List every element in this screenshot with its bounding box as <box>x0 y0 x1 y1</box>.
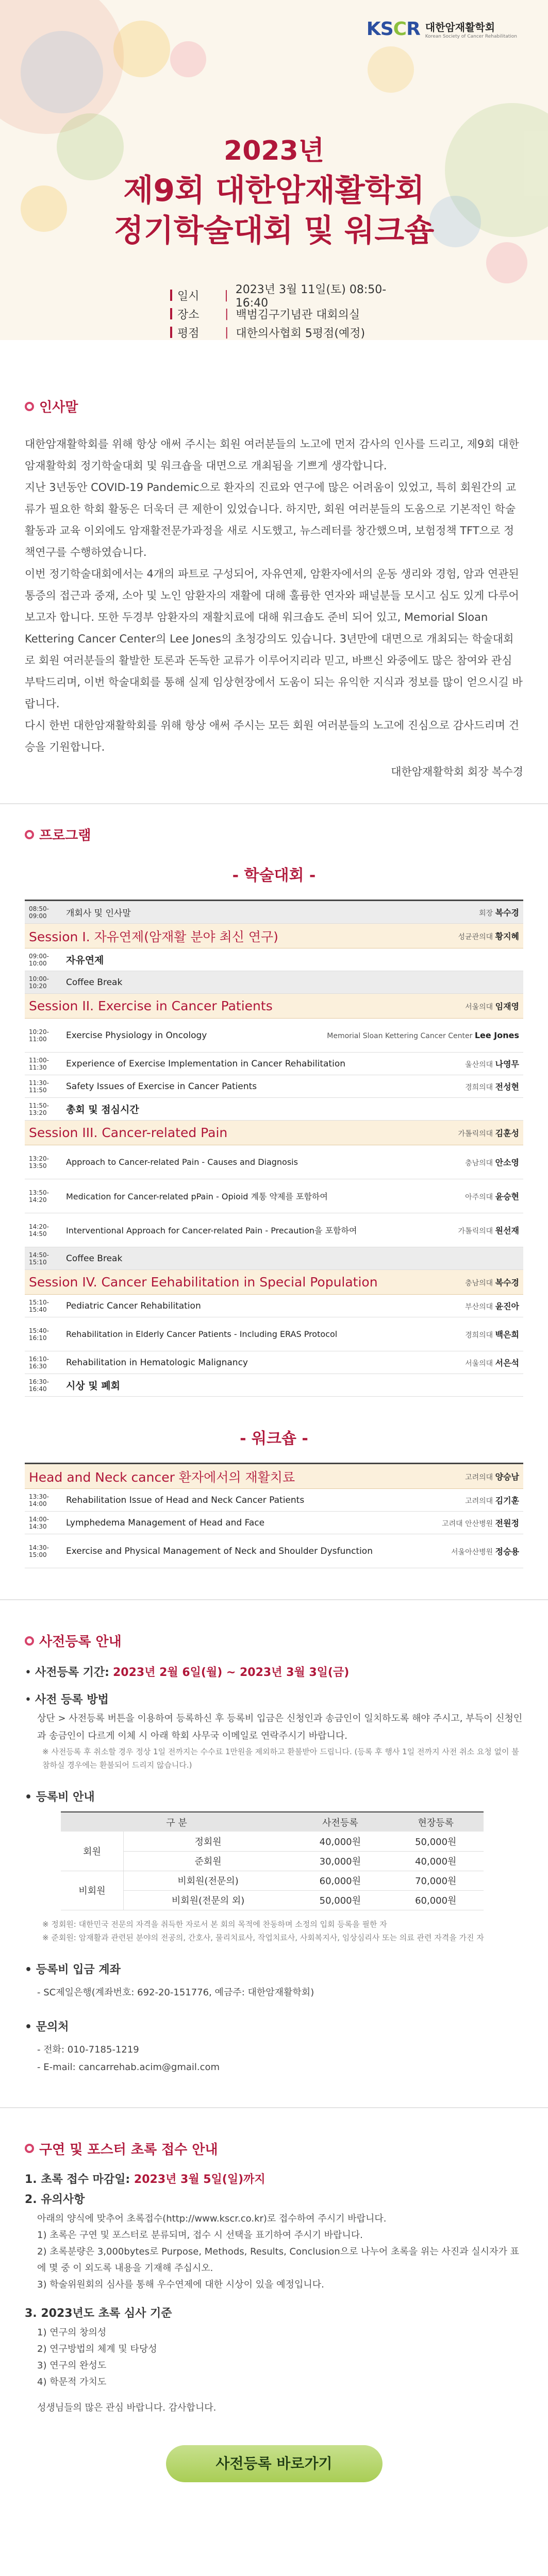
program-row <box>25 1019 523 1053</box>
program-row <box>25 1075 523 1098</box>
abstract-deadline: 1. 초록 접수 마감일: 2023년 3월 5일(일)까지 <box>25 2173 265 2186</box>
fee-row: 비회원(전문의 외) 50,000원 60,000원 <box>61 1890 484 1910</box>
fee-row: 회원 정회원 40,000원 50,000원 <box>61 1832 484 1851</box>
program-row <box>25 1098 523 1121</box>
program-speaker: 성균관의대 황지혜 <box>458 931 519 941</box>
program-row <box>25 1534 523 1568</box>
fee-heading: • 등록비 안내 <box>25 1791 95 1804</box>
program-title: Lymphedema Management of Head and Face <box>66 1517 265 1528</box>
session-header-row <box>25 1121 523 1145</box>
registration-heading: 사전등록 안내 <box>25 1631 523 1650</box>
program-row <box>25 1374 523 1397</box>
program-title: 시상 및 폐회 <box>66 1380 120 1392</box>
program-time: 14:20-14:50 <box>29 1223 49 1238</box>
program-title: Safety Issues of Exercise in Cancer Patients <box>66 1081 257 1092</box>
account-value: - SC제일은행(계좌번호: 692-20-151776, 예금주: 대한암재활학회) <box>37 1987 314 1998</box>
pre-registration-button[interactable]: 사전등록 바로가기 <box>166 2445 383 2482</box>
program-row <box>25 1512 523 1534</box>
program-title: 자유연제 <box>66 955 104 966</box>
abstract-method-line: 2) 초록분량은 3,000bytes로 Purpose, Methods, Results, Conclusion으로 나누어 초록을 위는 사진과 실시자가 표에 몇 중 이 외도록 내용을 기재해 주십시오. <box>37 2246 519 2274</box>
abstract-method-line: 아래의 양식에 맞추어 초록접수(http://www.kscr.co.kr)로 접수하여 주시기 바랍니다. <box>37 2213 387 2224</box>
program-speaker: 아주의대 윤승현 <box>465 1192 519 1201</box>
program-speaker: 고려대 안산병원 전원정 <box>442 1518 519 1528</box>
decor-bubble <box>21 31 103 113</box>
program-title: 개회사 및 인사말 <box>66 908 131 919</box>
program-time: 11:00-11:30 <box>29 1056 49 1071</box>
program-time: 13:50-14:20 <box>29 1189 49 1204</box>
contact-tel: - 전화: 010-7185-1219 <box>37 2044 139 2055</box>
registration-section <box>0 1568 548 2076</box>
circle-bullet-icon <box>25 1636 34 1646</box>
program-title: Session I. 자유연제(암재활 분야 최신 연구) <box>29 929 278 944</box>
abstract-method-label: 2. 유의사항 <box>25 2193 85 2206</box>
program-title: Approach to Cancer-related Pain - Causes and Diagnosis <box>66 1157 298 1167</box>
logo-mark: KSCR <box>366 19 420 40</box>
program-title: Head and Neck cancer 환자에서의 재활치료 <box>29 1469 295 1485</box>
program-title: Exercise Physiology in Oncology <box>66 1030 207 1041</box>
program-speaker: 고려의대 양승남 <box>465 1472 519 1482</box>
workshop-subtitle: - 워크숍 - <box>240 1430 308 1448</box>
abstract-criteria-item: 2) 연구방법의 체계 및 타당성 <box>37 2343 157 2354</box>
program-title: Session II. Exercise in Cancer Patients <box>29 998 273 1013</box>
circle-bullet-icon <box>25 402 34 411</box>
program-title: Coffee Break <box>66 977 123 988</box>
program-title: Session IV. Cancer Eehabilitation in Special Population <box>29 1275 378 1290</box>
program-speaker: 고려의대 김기훈 <box>465 1496 519 1505</box>
greeting-paragraph: 다시 한번 대한암재활학회를 위해 항상 애써 주시는 모든 회원 여러분들의 노고에 진심으로 감사드리며 건승을 기원합니다. <box>25 719 520 753</box>
hero-header <box>0 0 548 340</box>
program-row <box>25 1179 523 1213</box>
abstract-section <box>0 2076 548 2482</box>
event-year: 2023년 <box>224 135 324 166</box>
program-time: 16:10-16:30 <box>29 1355 49 1370</box>
program-time: 15:10-15:40 <box>29 1298 49 1313</box>
program-time: 10:20-11:00 <box>29 1028 49 1043</box>
program-time: 08:50-09:00 <box>29 905 49 920</box>
decor-bubble <box>113 21 170 77</box>
program-row <box>25 1351 523 1374</box>
registration-period: • 사전등록 기간: 2023년 2월 6일(월) ~ 2023년 3월 3일(금) <box>25 1666 350 1679</box>
program-speaker: 서울아산병원 정승용 <box>451 1547 519 1556</box>
info-credit: 평점 | 대한의사협회 5평점(예정) <box>170 323 418 340</box>
abstract-criteria-item: 1) 연구의 창의성 <box>37 2327 107 2338</box>
contact-email[interactable]: - E-mail: cancarrehab.acim@gmail.com <box>37 2061 220 2073</box>
contact-heading: • 문의처 <box>25 2020 69 2033</box>
program-time: 11:50-13:20 <box>29 1101 49 1116</box>
greeting-paragraph: 대한암재활학회를 위해 항상 애써 주시는 회원 여러분들의 노고에 먼저 감사의 인사를 드리고, 제9회 대한암재활학회 정기학술대회 및 워크숍을 대면으로 개최됨을 기쁘게 생각합니다. <box>25 438 519 472</box>
abstract-closing: 성생님들의 많은 관심 바랍니다. 감사합니다. <box>37 2402 217 2413</box>
greeting-heading: 인사말 <box>25 397 523 416</box>
program-title: Exercise and Physical Management of Neck and Shoulder Dysfunction <box>66 1546 373 1556</box>
program-row <box>25 1317 523 1351</box>
program-row <box>25 1145 523 1179</box>
greeting-paragraph: 이번 정기학술대회에서는 4개의 파트로 구성되어, 자유연제, 암환자에서의 운동 생리와 경험, 암과 연관된 통증의 접근과 중재, 소아 및 노인 암환자의 재활에 대해 훌륭한 연자와 패널분들 모시고 심도 있게 다루어 보고자 합니다. 또한 두경부 암환자의 재활치료에 대해 워크숍도 준비 되어 있고, Memorial Sloan Kettering Cancer Center의 Lee Jones의 초청강의도 있습니다. 3년만에 대면으로 개최되는 학술대회로 회원 여러분들의 활발한 토론과 돈독한 교류가 이루어지리라 믿고, 바쁘신 와중에도 많은 참여와 관심 부탁드리며, 이번 학술대회를 통해 실제 임상현장에서 도움이 되는 유익한 지식과 정보를 많이 얻으시길 바랍니다. <box>25 568 523 710</box>
program-speaker: 회장 복수경 <box>479 908 519 918</box>
program-row <box>25 901 523 924</box>
abstract-method-line: 1) 초록은 구연 및 포스터로 분류되며, 접수 시 선택을 표기하여 주시기 바랍니다. <box>37 2229 363 2241</box>
account-heading: • 등록비 입금 계좌 <box>25 1963 121 1976</box>
info-date: 일시 | 2023년 3월 11일(토) 08:50-16:40 <box>170 286 418 304</box>
conference-program-table <box>25 900 523 1397</box>
program-speaker: 경희의대 전성현 <box>465 1082 519 1092</box>
abstract-heading: 구연 및 포스터 초록 접수 안내 <box>25 2139 523 2158</box>
session-header-row <box>25 1464 523 1489</box>
program-time: 16:30-16:40 <box>29 1378 49 1393</box>
fee-note-regular: ※ 정회원: 대한민국 전문의 자격을 취득한 자로서 본 회의 목적에 찬동하며 소정의 입회 등록을 필한 자 <box>42 1919 387 1929</box>
program-row <box>25 1247 523 1270</box>
program-time: 11:30-11:50 <box>29 1079 49 1094</box>
abstract-criteria-item: 4) 학문적 가치도 <box>37 2376 107 2387</box>
program-section <box>0 804 548 1568</box>
fee-row: 비회원 비회원(전문의) 60,000원 70,000원 <box>61 1871 484 1890</box>
program-title: Pediatric Cancer Rehabilitation <box>66 1300 201 1311</box>
section-divider <box>0 2107 548 2108</box>
program-row <box>25 1213 523 1247</box>
decor-bubble <box>170 41 206 77</box>
program-time: 10:00-10:20 <box>29 975 49 990</box>
program-time: 13:20-13:50 <box>29 1155 49 1170</box>
program-speaker: 충남의대 안소영 <box>465 1158 519 1167</box>
program-speaker: 가톨릭의대 원선재 <box>458 1226 519 1235</box>
session-header-row <box>25 994 523 1019</box>
program-row <box>25 971 523 994</box>
program-title: 총회 및 점심시간 <box>66 1104 139 1115</box>
button-wrap <box>25 2445 523 2482</box>
session-header-row <box>25 924 523 948</box>
fee-row: 준회원 30,000원 40,000원 <box>61 1851 484 1871</box>
program-speaker: 충남의대 복수경 <box>465 1278 519 1287</box>
program-title: Rehabilitation Issue of Head and Neck Cancer Patients <box>66 1495 305 1505</box>
conference-subtitle: - 학술대회 - <box>232 867 316 885</box>
registration-method-label: • 사전 등록 방법 <box>25 1693 109 1706</box>
abstract-criteria-item: 3) 연구의 완성도 <box>37 2360 107 2371</box>
fee-header-onsite: 현장등록 <box>388 1812 484 1832</box>
greeting-paragraph: 지난 3년동안 COVID-19 Pandemic으로 환자의 진료와 연구에 많은 어려움이 있었고, 특히 회원간의 교류가 필요한 학회 활동은 더욱더 큰 제한이 있었습니다. 하지만, 회원 여러분들의 도움으로 기본적인 학술활동과 교육 이외에도 암재활전문가과정을 새로 시도했고, 뉴스레터를 창간했으며, 보험정책 TFT으로 정책연구를 수행하였습니다. <box>25 481 517 558</box>
program-title: Experience of Exercise Implementation in Cancer Rehabilitation <box>66 1058 345 1069</box>
session-header-row <box>25 1270 523 1295</box>
program-time: 14:30-15:00 <box>29 1544 49 1558</box>
circle-bullet-icon <box>25 2144 34 2153</box>
event-info <box>170 283 418 340</box>
program-speaker: 서울의대 임재영 <box>465 1002 519 1011</box>
event-title-line1: 제9회 대한암재활학회 <box>123 173 425 209</box>
registration-cancel-note: ※ 사전등록 후 취소할 경우 정상 1일 전까지는 수수료 1만원을 제외하고 환불받아 드립니다. (등록 후 행사 1일 전까지 사전 취소 요청 없이 불참하실 경우에는 환불되어 드리지 않습니다.) <box>42 1747 519 1770</box>
circle-bullet-icon <box>25 830 34 839</box>
greeting-signature: 대한암재활학회 회장 복수경 <box>391 766 523 778</box>
program-title: Rehabilitation in Elderly Cancer Patients - Including ERAS Protocol <box>66 1329 338 1339</box>
section-divider <box>0 1599 548 1600</box>
program-row <box>25 948 523 971</box>
program-title: Rehabilitation in Hematologic Malignancy <box>66 1357 248 1368</box>
program-time: 15:40-16:10 <box>29 1327 49 1342</box>
logo-text <box>425 19 517 39</box>
program-speaker: Memorial Sloan Kettering Cancer Center Lee Jones <box>327 1030 519 1040</box>
workshop-program-table <box>25 1463 523 1568</box>
logo-english-name: Korean Society of Cancer Rehabilitation <box>425 34 517 39</box>
program-title: Session III. Cancer-related Pain <box>29 1125 228 1140</box>
fee-table <box>61 1811 484 1910</box>
program-title: Coffee Break <box>66 1253 123 1264</box>
program-row <box>25 1295 523 1317</box>
registration-method-desc: 상단 > 사전등록 버튼을 이용하여 등록하신 후 등록비 입금은 신청인과 송금인이 일치하도록 해야 주시고, 부득이 신청인과 송금인이 다르게 이체 시 아래 학회 사무국 이메일로 연락주시기 바랍니다. <box>37 1713 523 1741</box>
program-title: Interventional Approach for Cancer-related Pain - Precaution을 포함하여 <box>66 1226 357 1235</box>
program-speaker: 울산의대 나영무 <box>465 1059 519 1069</box>
kscr-logo <box>367 19 517 40</box>
logo-korean-name: 대한암재활학회 <box>425 21 495 33</box>
program-heading: 프로그램 <box>25 825 523 844</box>
greeting-section <box>0 340 548 803</box>
program-time: 13:30-14:00 <box>29 1493 49 1507</box>
program-speaker: 서울의대 서은석 <box>465 1358 519 1368</box>
fee-note-associate: ※ 준회원: 암재활과 관련된 분야의 전공의, 간호사, 물리치료사, 작업치료사, 사회복지사, 임상심리사 또는 의료 관련 자격을 가진 자 <box>42 1933 484 1942</box>
program-speaker: 부산의대 윤진아 <box>465 1301 519 1311</box>
program-time: 14:50-15:10 <box>29 1251 49 1266</box>
event-title-line2: 정기학술대회 및 워크숍 <box>113 213 435 249</box>
abstract-method-line: 3) 학술위원회의 심사를 통해 우수연제에 대한 시상이 있을 예정입니다. <box>37 2279 324 2290</box>
program-time: 14:00-14:30 <box>29 1515 49 1530</box>
fee-header-pre: 사전등록 <box>292 1812 388 1832</box>
program-speaker: 가톨릭의대 김훈성 <box>458 1128 519 1138</box>
program-title: Medication for Cancer-related pPain - Opioid 계통 약제를 포함하여 <box>66 1192 328 1201</box>
program-time: 09:00-10:00 <box>29 952 49 967</box>
info-venue: 장소 | 백범김구기념관 대회의실 <box>170 304 418 323</box>
program-speaker: 경희의대 백은희 <box>465 1330 519 1340</box>
fee-header-type: 구 분 <box>61 1812 292 1832</box>
abstract-criteria-label: 3. 2023년도 초록 심사 기준 <box>25 2307 172 2320</box>
program-row <box>25 1053 523 1075</box>
decor-bubble <box>368 46 414 93</box>
program-row <box>25 1489 523 1512</box>
